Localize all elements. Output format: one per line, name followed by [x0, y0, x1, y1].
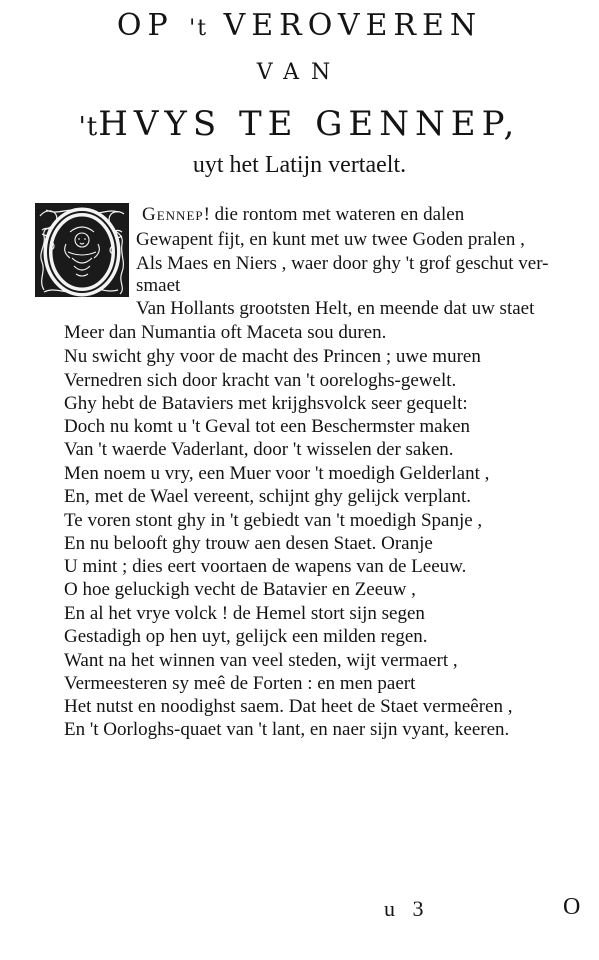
verse-line-0-rest: ! die rontom met wateren en dalen — [203, 204, 465, 225]
verse-line: Want na het winnen van veel steden, wijt vermaert , — [64, 650, 458, 671]
title-hvys: HVYS TE GENNEP, — [98, 104, 521, 144]
verse-line: En nu belooft ghy trouw aen desen Staet. Oranje — [64, 533, 433, 554]
verse-line: Men noem u vry, een Muer voor 't moedigh Gelderlant , — [64, 463, 490, 484]
title-veroveren: VEROVEREN — [223, 8, 483, 43]
verse-line: smaet — [136, 275, 181, 296]
title-line-1 — [0, 8, 599, 43]
verse-line: En 't Oorloghs-quaet van 't lant, en naer sijn vyant, keeren. — [64, 719, 510, 740]
verse-line: Vermeesteren sy meê de Forten : en men paert — [64, 673, 416, 694]
verse-line: Nu swicht ghy voor de macht des Princen ; uwe muren — [64, 346, 481, 367]
verse-line: En, met de Wael vereent, schijnt ghy gelijck verplant. — [64, 486, 472, 507]
verse-line: En al het vrye volck ! de Hemel stort sijn segen — [64, 603, 425, 624]
ornamental-drop-cap-icon — [34, 202, 130, 298]
verse-first-word: Gennep — [142, 204, 204, 225]
title-line-3 — [0, 104, 599, 144]
verse-line: Als Maes en Niers , waer door ghy 't grof geschut ver- — [136, 253, 549, 274]
verse-line: O hoe geluckigh vecht de Batavier en Zeeuw , — [64, 579, 416, 600]
title-op: OP — [116, 8, 174, 43]
signature-mark: u 3 — [384, 896, 430, 921]
verse-line: Van Hollants grootsten Helt, en meende dat uw staet — [136, 298, 535, 319]
title-t: 't — [189, 16, 209, 41]
verse-line: Ghy hebt de Bataviers met krijghsvolck seer gequelt: — [64, 393, 468, 414]
verse-line: Gewapent fijt, en kunt met uw twee Goden pralen , — [136, 229, 525, 250]
verse-line — [142, 204, 464, 226]
title-line-2: VAN — [256, 60, 343, 85]
verse-line: Vernedren sich door kracht van 't ooreloghs-gewelt. — [64, 370, 457, 391]
subtitle: uyt het Latijn vertaelt. — [192, 152, 407, 178]
verse-line: Gestadigh op hen uyt, gelijck een milden regen. — [64, 626, 428, 647]
catchword: O — [563, 894, 581, 920]
verse-line: U mint ; dies eert voortaen de wapens van de Leeuw. — [64, 556, 467, 577]
verse-line: Meer dan Numantia oft Maceta sou duren. — [64, 322, 387, 343]
verse-line: Van 't waerde Vaderlant, door 't wisselen der saken. — [64, 439, 454, 460]
verse-line: Te voren stont ghy in 't gebiedt van 't moedigh Spanje , — [64, 510, 483, 531]
verse-line: Doch nu komt u 't Geval tot een Beschermster maken — [64, 416, 471, 437]
title-t-2: 't — [78, 112, 99, 142]
verse-line: Het nutst en noodighst saem. Dat heet de Staet vermeêren , — [64, 696, 513, 717]
